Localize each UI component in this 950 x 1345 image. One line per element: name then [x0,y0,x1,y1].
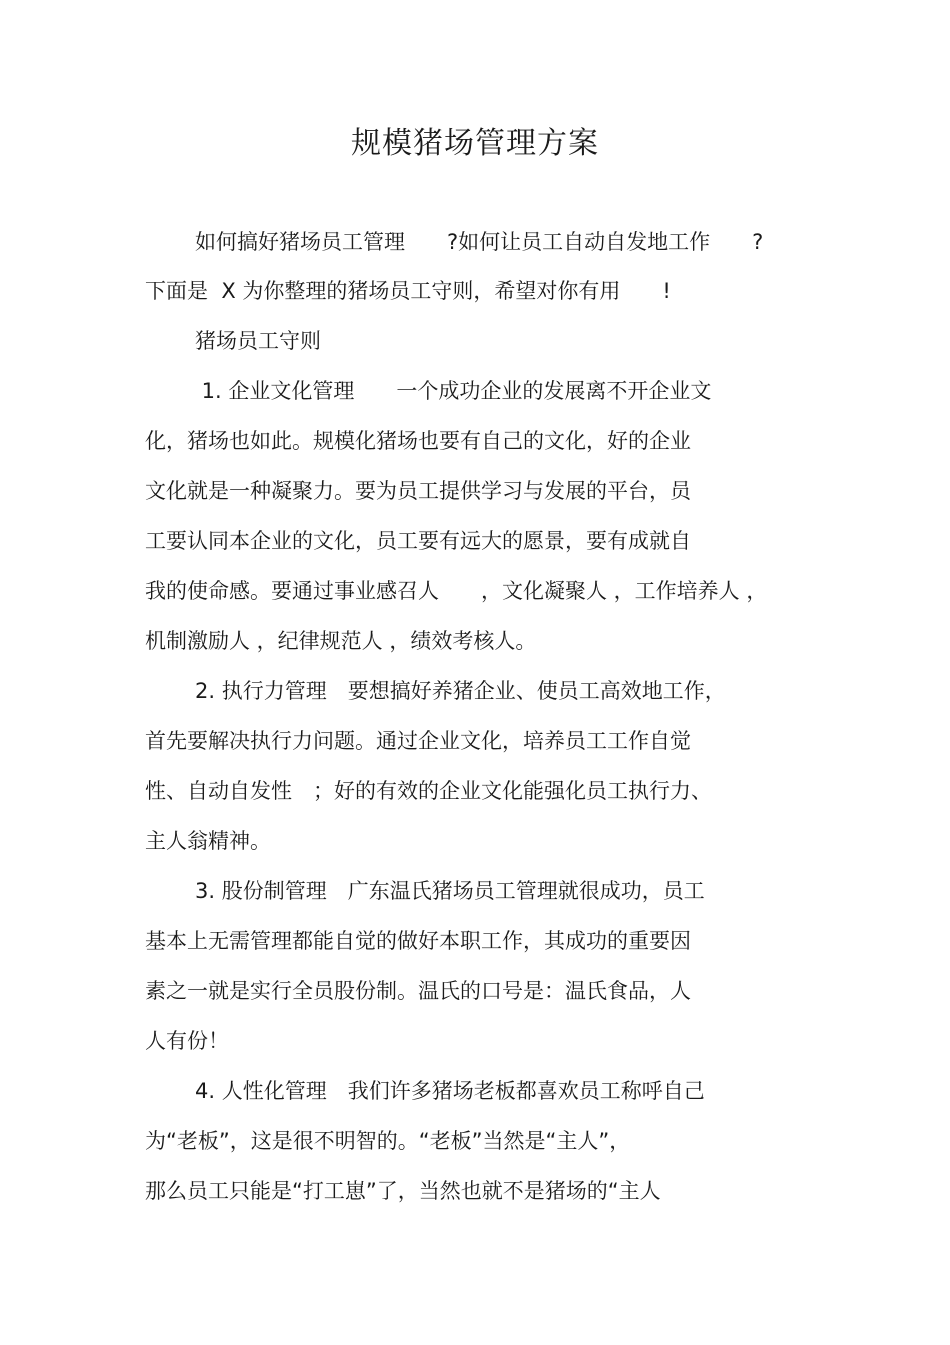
body-line: 为“老板”，这是很不明智的。“老板”当然是“主人”， [145,1129,631,1153]
body-line: 化，猪场也如此。规模化猪场也要有自己的文化，好的企业 [145,429,691,453]
body-line: 我的使命感。要通过事业感召人 ，文化凝聚人 ，工作培养人 ， [145,579,768,603]
body-line: 4. 人性化管理 我们许多猪场老板都喜欢员工称呼自己 [195,1079,705,1103]
page-title: 规模猪场管理方案 [351,126,599,161]
body-line: 1. 企业文化管理 一个成功企业的发展离不开企业文 [195,379,712,403]
body-line: 首先要解决执行力问题。通过企业文化，培养员工工作自觉 [145,729,691,753]
body-line: 人有份！ [145,1029,229,1053]
body-line: 文化就是一种凝聚力。要为员工提供学习与发展的平台，员 [145,479,691,503]
body-line: 性、自动自发性 ；好的有效的企业文化能强化员工执行力、 [145,779,712,803]
body-line: 下面是 X 为你整理的猪场员工守则，希望对你有用 ! [145,279,671,303]
body-line: 工要认同本企业的文化，员工要有远大的愿景，要有成就自 [145,529,691,553]
body-line: 基本上无需管理都能自觉的做好本职工作，其成功的重要因 [145,929,691,953]
section-heading: 猪场员工守则 [195,329,321,353]
body-line: 如何搞好猪场员工管理 ?如何让员工自动自发地工作 ? [195,230,764,254]
body-line: 素之一就是实行全员股份制。温氏的口号是：温氏食品，人 [145,979,691,1003]
body-line: 3. 股份制管理 广东温氏猪场员工管理就很成功，员工 [195,879,705,903]
body-line: 主人翁精神。 [145,829,271,853]
body-line: 机制激励人 ，纪律规范人 ，绩效考核人。 [145,629,537,653]
body-line: 2. 执行力管理 要想搞好养猪企业、使员工高效地工作， [195,679,726,703]
body-line: 那么员工只能是“打工崽”了，当然也就不是猪场的“主人 [145,1179,661,1203]
